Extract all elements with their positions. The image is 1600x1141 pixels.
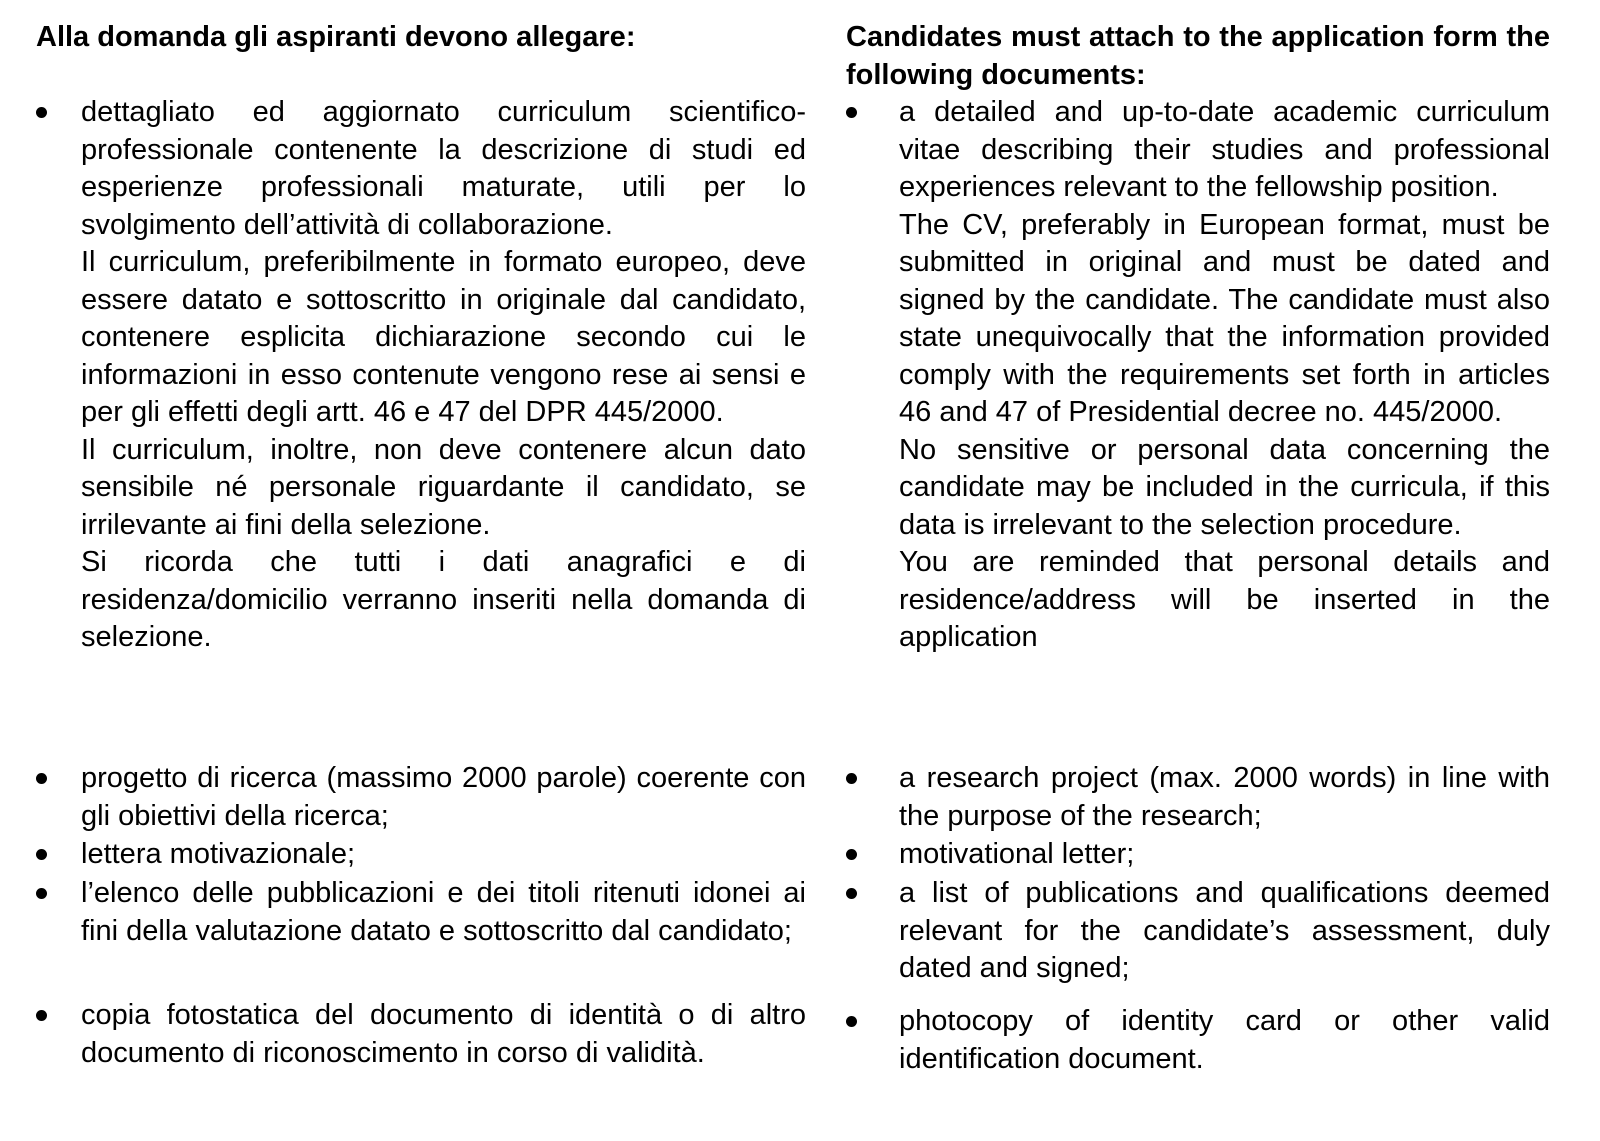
item-text xyxy=(81,875,806,950)
paragraph: a detailed and up-to-date academic curriculum vitae describing their studies and professional experiences relevant to the fellowship position. xyxy=(899,96,1550,203)
bullet-icon xyxy=(846,875,858,913)
bullet-icon xyxy=(846,1003,858,1041)
bullet-icon xyxy=(36,836,48,874)
item-text xyxy=(81,760,806,835)
paragraph: The CV, preferably in European format, must be submitted in original and must be dated and signed by the candidate. The candidate must also state unequivocally that the information provided comply with the requirements set forth in articles 46 and 47 of Presidential decree no. 445/2000. xyxy=(899,208,1550,428)
italian-list-item-id xyxy=(36,997,806,1072)
bullet-icon xyxy=(36,997,48,1035)
english-list-item-project xyxy=(846,760,1550,835)
english-list-item-letter xyxy=(846,836,1550,874)
paragraph: dettagliato ed aggiornato curriculum scientifico-professionale contenente la descrizione di studi ed esperienze professionali maturate, utili per lo svolgimento dell’attività di collaborazione. xyxy=(81,96,806,241)
item-text xyxy=(81,836,806,874)
item-text xyxy=(899,1003,1550,1078)
paragraph: Il curriculum, preferibilmente in formato europeo, deve essere datato e sottoscritto in originale dal candidato, contenere esplicita dichiarazione secondo cui le informazioni in esso contenute vengono rese ai sensi e per gli effetti degli artt. 46 e 47 del DPR 445/2000. xyxy=(81,246,806,428)
paragraph: copia fotostatica del documento di identità o di altro documento di riconoscimento in corso di validità. xyxy=(81,999,806,1069)
paragraph: You are reminded that personal details and residence/address will be inserted in the application xyxy=(899,546,1550,653)
italian-list-item-cv xyxy=(36,94,806,657)
item-text xyxy=(899,94,1550,657)
paragraph: Il curriculum, inoltre, non deve contenere alcun dato sensibile né personale riguardante il candidato, se irrilevante ai fini della selezione. xyxy=(81,433,806,541)
bullet-icon xyxy=(36,94,48,132)
bullet-icon xyxy=(846,760,858,798)
bullet-icon xyxy=(36,875,48,913)
paragraph: No sensitive or personal data concerning the candidate may be included in the curricula, if this data is irrelevant to the selection procedure. xyxy=(899,433,1550,541)
item-text xyxy=(899,836,1550,874)
paragraph: a list of publications and qualifications deemed relevant for the candidate’s assessment, duly dated and signed; xyxy=(899,877,1550,984)
paragraph: motivational letter; xyxy=(899,838,1135,870)
english-list-item-id xyxy=(846,1003,1550,1078)
english-heading: Candidates must attach to the application form the following documents: xyxy=(846,21,1550,91)
item-text xyxy=(899,875,1550,988)
item-text xyxy=(899,760,1550,835)
paragraph: Si ricorda che tutti i dati anagrafici e di residenza/domicilio verranno inseriti nella domanda di selezione. xyxy=(81,546,806,653)
item-text xyxy=(81,94,806,657)
bullet-icon xyxy=(36,760,48,798)
bullet-icon xyxy=(846,836,858,874)
paragraph: a research project (max. 2000 words) in line with the purpose of the research; xyxy=(899,762,1550,832)
english-list-item-publications xyxy=(846,875,1550,988)
italian-list-item-letter xyxy=(36,836,806,874)
item-text xyxy=(81,997,806,1072)
bullet-icon xyxy=(846,94,858,132)
italian-heading: Alla domanda gli aspiranti devono allegare: xyxy=(36,21,636,53)
italian-list-item-project xyxy=(36,760,806,835)
paragraph: photocopy of identity card or other valid identification document. xyxy=(899,1005,1550,1075)
english-list-item-cv xyxy=(846,94,1550,657)
paragraph: l’elenco delle pubblicazioni e dei titoli ritenuti idonei ai fini della valutazione datato e sottoscritto dal candidato; xyxy=(81,877,806,947)
italian-list-item-publications xyxy=(36,875,806,950)
paragraph: lettera motivazionale; xyxy=(81,838,356,870)
paragraph: progetto di ricerca (massimo 2000 parole) coerente con gli obiettivi della ricerca; xyxy=(81,762,806,832)
